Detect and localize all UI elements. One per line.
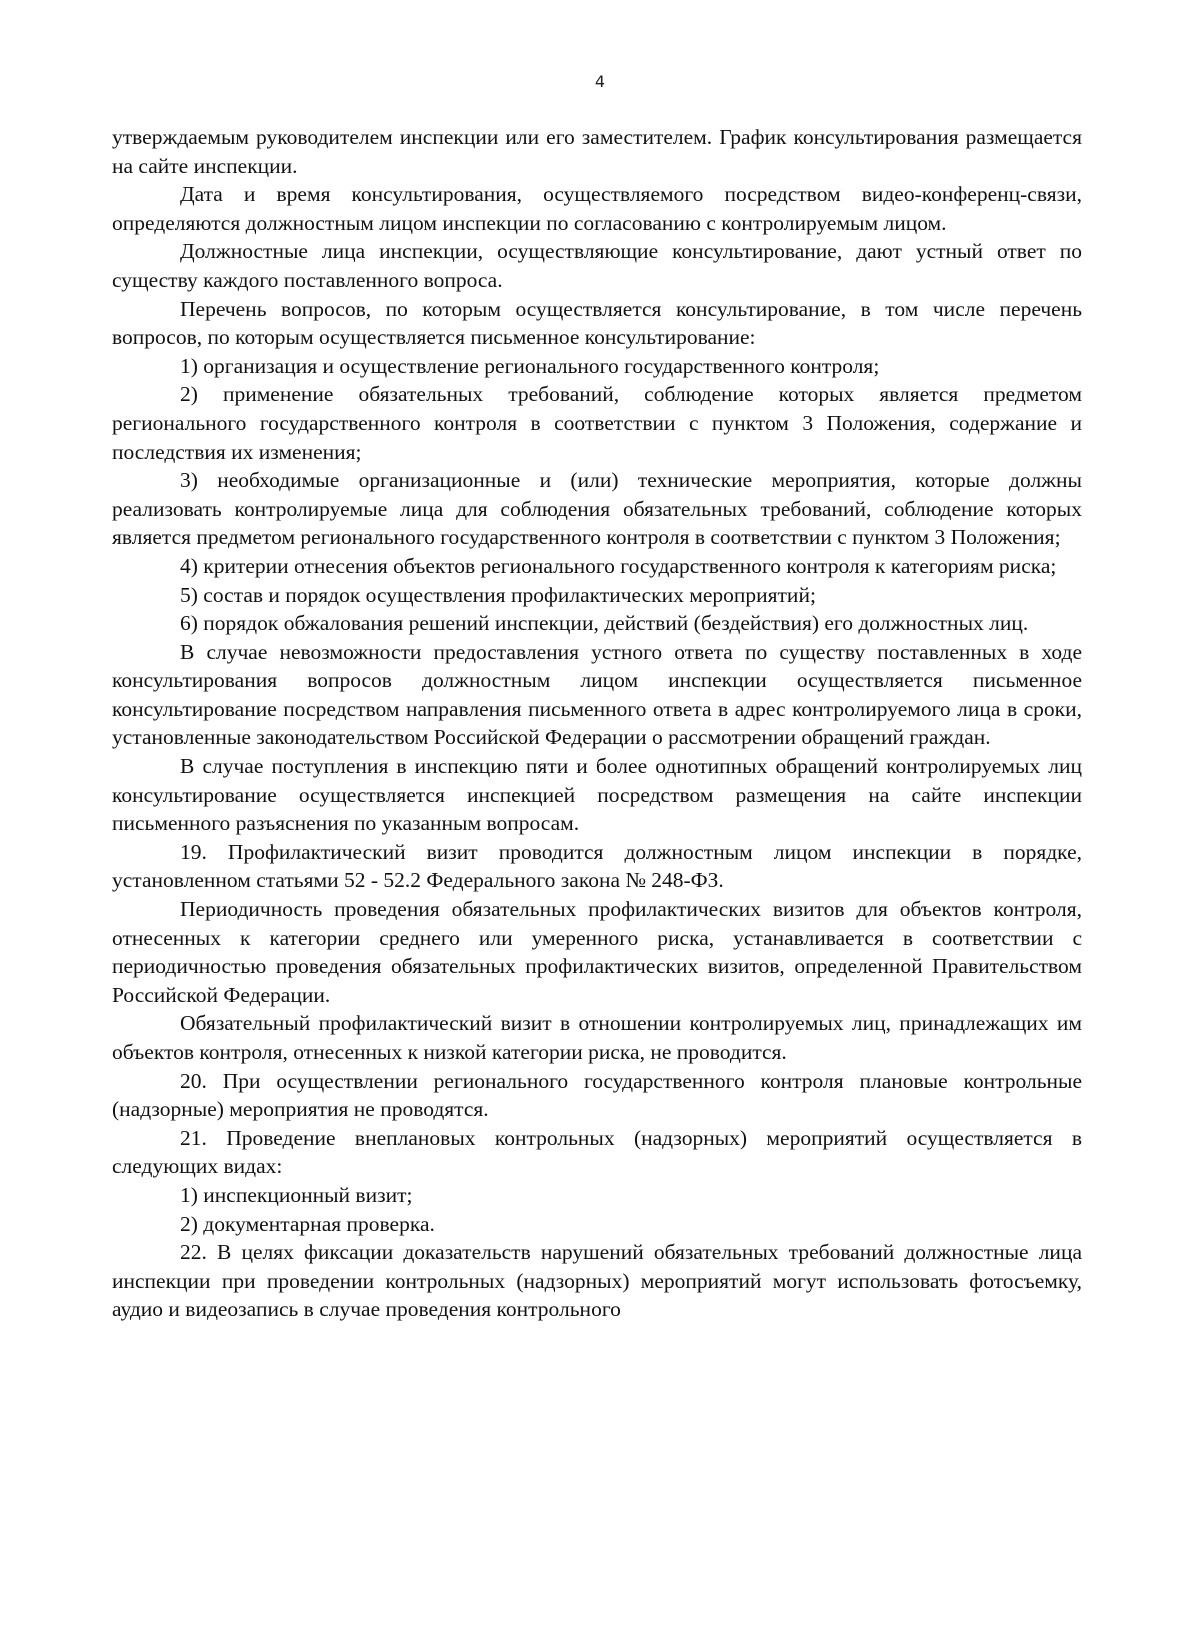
paragraph: 20. При осуществлении регионального государственного контроля плановые контрольные (надзорные) мероприятия не проводятся.: [112, 1068, 1082, 1122]
paragraph: В случае невозможности предоставления устного ответа по существу поставленных в ходе консультирования вопросов должностным лицом инспекции осуществляется письменное консультирование посредством направления письменного ответа в адрес контролируемого лица в сроки, установленные законодательством Российской Федерации о рассмотрении обращений граждан.: [112, 639, 1082, 750]
paragraph: 5) состав и порядок осуществления профилактических мероприятий;: [180, 582, 816, 607]
paragraph: 1) организация и осуществление регионального государственного контроля;: [180, 353, 880, 378]
paragraph: Должностные лица инспекции, осуществляющие консультирование, дают устный ответ по существу каждого поставленного вопроса.: [112, 239, 1082, 292]
paragraph: 21. Проведение внеплановых контрольных (надзорных) мероприятий осуществляется в следующих видах:: [112, 1125, 1082, 1179]
paragraph: В случае поступления в инспекцию пяти и более однотипных обращений контролируемых лиц консультирование осуществляется инспекцией посредством размещения на сайте инспекции письменного разъяснения по указанным вопросам.: [112, 754, 1082, 836]
paragraph: 2) применение обязательных требований, соблюдение которых является предметом регионального государственного контроля в соответствии с пунктом 3 Положения, содержание и последствия их изменения;: [112, 382, 1082, 464]
paragraph: 4) критерии отнесения объектов регионального государственного контроля к категориям риска;: [180, 553, 1057, 578]
paragraph: 3) необходимые организационные и (или) технические мероприятия, которые должны реализовать контролируемые лица для соблюдения обязательных требований, соблюдение которых является предметом регионального государственного контроля в соответствии с пунктом 3 Положения;: [112, 468, 1082, 550]
paragraph: 22. В целях фиксации доказательств нарушений обязательных требований должностные лица инспекции при проведении контрольных (надзорных) мероприятий могут использовать фотосъемку, аудио и видеозапись в случае проведения контрольного: [112, 1240, 1082, 1322]
paragraph: 2) документарная проверка.: [180, 1211, 435, 1236]
document-body: [112, 123, 1082, 1324]
paragraph: 1) инспекционный визит;: [180, 1182, 413, 1207]
paragraph: 6) порядок обжалования решений инспекции, действий (бездействия) его должностных лиц.: [180, 611, 1029, 636]
paragraph: Периодичность проведения обязательных профилактических визитов для объектов контроля, отнесенных к категории среднего или умеренного риска, устанавливается в соответствии с периодичностью проведения обязательных профилактических визитов, определенной Правительством Российской Федерации.: [112, 897, 1082, 1007]
paragraph: Перечень вопросов, по которым осуществляется консультирование, в том числе перечень вопросов, по которым осуществляется письменное консультирование:: [112, 296, 1082, 350]
paragraph: Обязательный профилактический визит в отношении контролируемых лиц, принадлежащих им объектов контроля, отнесенных к низкой категории риска, не проводится.: [112, 1011, 1082, 1064]
paragraph: Дата и время консультирования, осуществляемого посредством видео-конференц-связи, определяются должностным лицом инспекции по согласованию с контролируемым лицом.: [112, 182, 1082, 235]
paragraph: 19. Профилактический визит проводится должностным лицом инспекции в порядке, установленном статьями 52 - 52.2 Федерального закона № 248-ФЗ.: [112, 839, 1082, 893]
page-number: 4: [594, 72, 606, 91]
paragraph: утверждаемым руководителем инспекции или его заместителем. График консультирования размещается на сайте инспекции.: [112, 125, 1082, 178]
